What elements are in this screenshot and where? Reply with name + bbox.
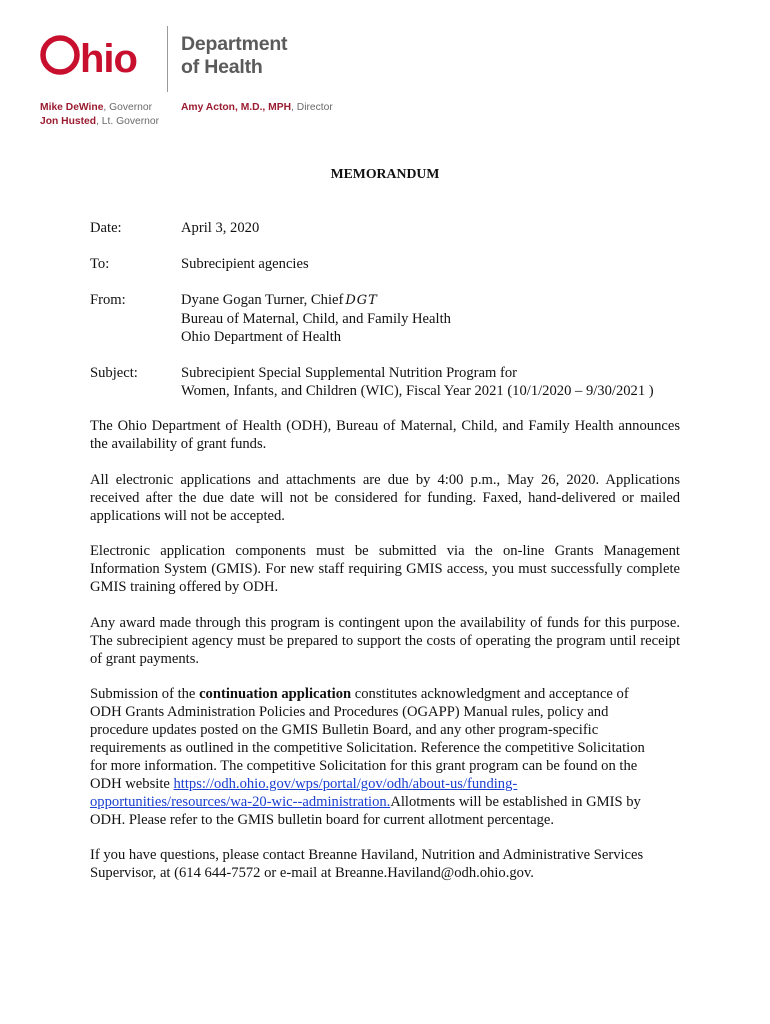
governor-name: Mike DeWine <box>40 102 104 113</box>
p5-text: ODH website <box>90 776 174 792</box>
date-value: April 3, 2020 <box>181 220 260 236</box>
svg-text:hio: hio <box>80 37 137 80</box>
p5-line: ODH. Please refer to the GMIS bulletin board for current allotment percentage. <box>90 812 554 828</box>
from-bureau: Bureau of Maternal, Child, and Family Health <box>181 311 451 327</box>
director-name: Amy Acton, M.D., MPH <box>181 102 292 113</box>
subject-label: Subject: <box>90 365 138 381</box>
governor-block <box>40 101 159 128</box>
subject-line-2: Women, Infants, and Children (WIC), Fiscal Year 2021 (10/1/2020 – 9/30/2021 ) <box>181 383 654 399</box>
p5-text: Submission of the <box>90 686 200 702</box>
letterhead-divider <box>167 26 168 92</box>
department-line-2: of Health <box>181 56 263 78</box>
paragraph-4: Any award made through this program is contingent upon the availability of funds for this purpose. The subrecipient agency must be prepared to support the costs of operating the program until receipt of grant payments. <box>90 615 680 667</box>
lt-governor-title: , Lt. Governor <box>96 115 160 127</box>
director-title: , Director <box>291 102 333 113</box>
from-name: Dyane Gogan Turner, Chief <box>181 292 344 308</box>
p5-bold-term: continuation application <box>199 686 352 702</box>
date-label: Date: <box>90 220 122 236</box>
to-label: To: <box>90 256 110 272</box>
paragraph-1: The Ohio Department of Health (ODH), Bureau of Maternal, Child, and Family Health announces the availability of grant funds. <box>90 418 680 452</box>
p5-text: Allotments will be established in GMIS by <box>390 794 641 810</box>
ohio-logo <box>40 30 165 80</box>
lt-governor-name: Jon Husted <box>40 115 97 127</box>
funding-link-part-1[interactable]: https://odh.ohio.gov/wps/portal/gov/odh/about-us/funding- <box>173 776 518 792</box>
p5-line: for more information. The competitive Solicitation for this grant program can be found on the <box>90 758 638 774</box>
paragraph-5 <box>90 685 680 829</box>
from-department: Ohio Department of Health <box>181 329 342 345</box>
governor-title: , Governor <box>103 102 153 113</box>
p5-line: ODH Grants Administration Policies and Procedures (OGAPP) Manual rules, policy and <box>90 704 609 720</box>
paragraph-3: Electronic application components must be submitted via the on-line Grants Management Information System (GMIS). For new staff requiring GMIS access, you must successfully complete GMIS training offered by ODH. <box>90 543 680 595</box>
paragraph-2: All electronic applications and attachments are due by 4:00 p.m., May 26, 2020. Applications received after the due date will not be considered for funding. Faxed, hand-delivered or mailed applications will not be accepted. <box>90 472 680 524</box>
from-label: From: <box>90 292 126 308</box>
from-value <box>181 291 451 346</box>
from-initials: DGT <box>345 293 378 308</box>
p5-text: constitutes acknowledgment and acceptance of <box>351 686 629 702</box>
funding-link-part-2[interactable]: opportunities/resources/wa-20-wic--administration. <box>90 794 391 810</box>
department-name <box>181 33 287 79</box>
to-value: Subrecipient agencies <box>181 256 309 272</box>
p5-line: requirements as outlined in the competitive Solicitation. Reference the competitive Solicitation <box>90 740 645 756</box>
subject-line-1: Subrecipient Special Supplemental Nutrition Program for <box>181 365 517 381</box>
p6-line: If you have questions, please contact Breanne Haviland, Nutrition and Administrative Services <box>90 847 644 863</box>
ohio-logo-mark <box>40 30 165 80</box>
department-line-1: Department <box>181 33 288 55</box>
p6-line: Supervisor, at (614 644-7572 or e-mail at Breanne.Haviland@odh.ohio.gov. <box>90 865 534 881</box>
director-block <box>181 101 333 115</box>
p5-line: procedure updates posted on the GMIS Bulletin Board, and any other program-specific <box>90 722 599 738</box>
paragraph-6 <box>90 846 680 882</box>
subject-value <box>181 364 654 400</box>
memo-title: MEMORANDUM <box>330 166 440 181</box>
